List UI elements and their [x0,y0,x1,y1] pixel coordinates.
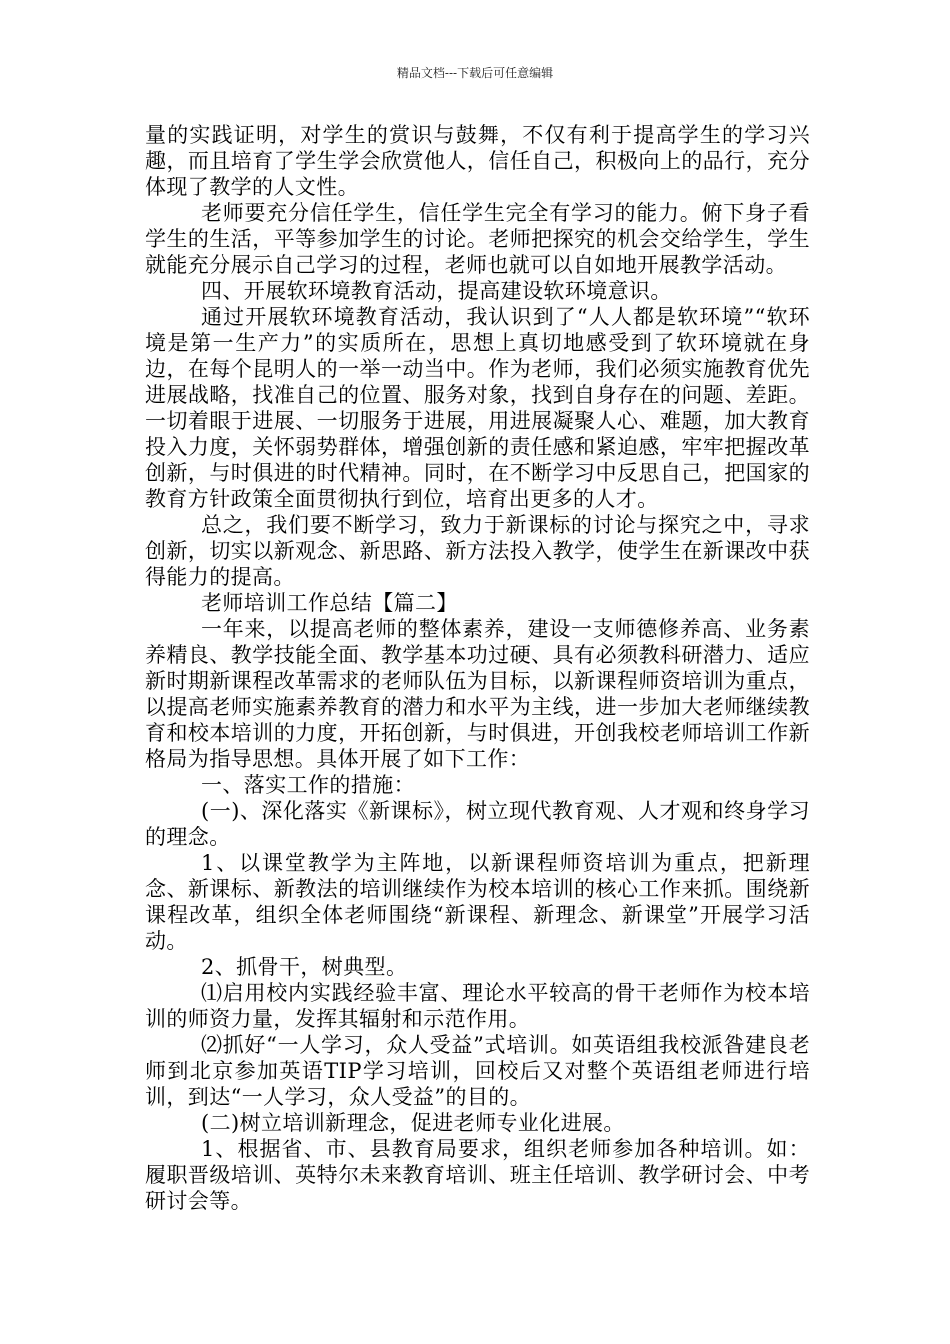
subsection-heading-new-curriculum: (一)、深化落实《新课标》，树立现代教育观、人才观和终身学习的理念。 [145,799,810,849]
paragraph-classroom-teaching: 1、以课堂教学为主阵地，以新课程师资培训为重点，把新理念、新课标、新教法的培训继续作为校本培训的核心工作来抓。围绕新课程改革，组织全体老师围绕“新课程、新理念、新课堂”开展学习活动。 [145,851,810,953]
document-body [145,122,810,1214]
paragraph-trust-students: 老师要充分信任学生，信任学生完全有学习的能力。俯下身子看学生的生活，平等参加学生的讨论。老师把探究的机会交给学生，学生就能充分展示自己学习的过程，老师也就可以自如地开展教学活动。 [145,201,810,277]
subsection-heading-training-concept: (二)树立培训新理念，促进老师专业化进展。 [201,1111,625,1135]
paragraph-continuation: 量的实践证明，对学生的赏识与鼓舞，不仅有利于提高学生的学习兴趣，而且培育了学生学会欣赏他人，信任自己，积极向上的品行，充分体现了教学的人文性。 [145,123,810,199]
item-backbone-typical: 2、抓骨干，树典型。 [201,955,408,979]
paragraph-various-trainings: 1、根据省、市、县教育局要求，组织老师参加各种培训。如：履职晋级培训、英特尔未来教育培训、班主任培训、教学研讨会、中考研讨会等。 [145,1137,810,1213]
paragraph-conclusion: 总之，我们要不断学习，致力于新课标的讨论与探究之中，寻求创新，切实以新观念、新思路、新方法投入教学，使学生在新课改中获得能力的提高。 [145,513,810,589]
paragraph-soft-environment: 通过开展软环境教育活动，我认识到了“人人都是软环境”“软环境是第一生产力”的实质所在，思想上真切地感受到了软环境就在身边，在每个昆明人的一举一动当中。作为老师，我们必须实施教育优先进展战略，找准自己的位置、服务对象，找到自身存在的问题、差距。一切着眼于进展、一切服务于进展，用进展凝聚人心、难题，加大教育投入力度，关怀弱势群体，增强创新的责任感和紧迫感，牢牢把握改革创新，与时俱进的时代精神。同时，在不断学习中反思自己，把国家的教育方针政策全面贯彻执行到位，培育出更多的人才。 [145,305,810,511]
section-heading-soft-environment: 四、开展软环境教育活动，提高建设软环境意识。 [201,279,672,303]
article-title-part-two: 老师培训工作总结【篇二】 [201,591,458,615]
paragraph-guiding-idea: 一年来，以提高老师的整体素养，建设一支师德修养高、业务素养精良、教学技能全面、教学基本功过硬、具有必须教科研潜力、适应新时期新课程改革需求的老师队伍为目标，以新课程师资培训为重点，以提高老师实施素养教育的潜力和水平为主线，进一步加大老师继续教育和校本培训的力度，开拓创新，与时俱进，开创我校老师培训工作新格局为指导思想。具体开展了如下工作： [145,617,810,771]
item-one-learns-many-benefit: ⑵抓好“一人学习，众人受益”式培训。如英语组我校派昝建良老师到北京参加英语TIP学习培训，回校后又对整个英语组老师进行培训，到达“一人学习，众人受益”的目的。 [145,1033,810,1109]
section-heading-measures: 一、落实工作的措施： [201,773,415,797]
page-header: 精品文档---下载后可任意编辑 [396,66,554,80]
item-backbone-teachers: ⑴启用校内实践经验丰富、理论水平较高的骨干老师作为校本培训的师资力量，发挥其辐射和示范作用。 [145,981,810,1031]
